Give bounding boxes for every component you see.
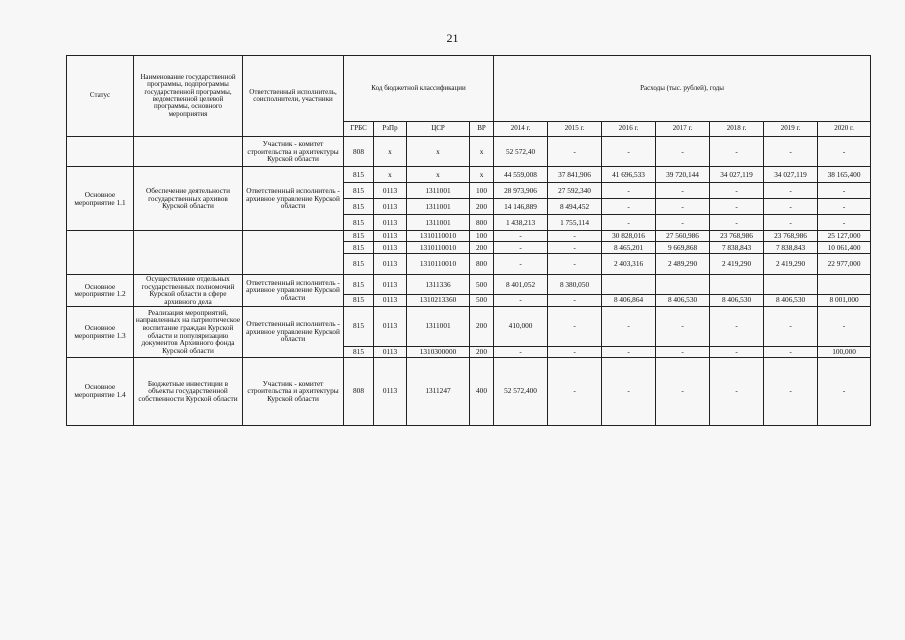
table-row xyxy=(67,137,871,167)
amount-cell: - xyxy=(656,357,710,425)
code-cell: 815 xyxy=(344,346,374,357)
code-cell: 1311336 xyxy=(407,275,470,295)
amount-cell: - xyxy=(548,254,602,275)
budget-table xyxy=(66,55,871,426)
amount-cell: 8 380,050 xyxy=(548,275,602,295)
code-cell: 0113 xyxy=(374,242,407,254)
code-cell: 0113 xyxy=(374,215,407,231)
amount-cell: 34 027,119 xyxy=(764,167,818,183)
amount-cell: - xyxy=(764,346,818,357)
amount-cell: - xyxy=(548,357,602,425)
code-cell: 815 xyxy=(344,275,374,295)
header-rzpr: РзПр xyxy=(374,122,407,137)
amount-cell: 52 572,400 xyxy=(494,357,548,425)
status-cell: Основное мероприятие 1.4 xyxy=(67,357,134,425)
amount-cell: 14 146,889 xyxy=(494,199,548,215)
amount-cell: - xyxy=(818,357,871,425)
amount-cell: 38 165,400 xyxy=(818,167,871,183)
code-cell: 815 xyxy=(344,295,374,307)
code-cell: 1311001 xyxy=(407,215,470,231)
code-cell: 815 xyxy=(344,254,374,275)
code-cell: 815 xyxy=(344,306,374,346)
code-cell: 0113 xyxy=(374,254,407,275)
code-cell: 800 xyxy=(470,215,494,231)
header-year: 2018 г. xyxy=(710,122,764,137)
amount-cell: - xyxy=(764,215,818,231)
status-cell: Основное мероприятие 1.1 xyxy=(67,167,134,231)
code-cell: 1310213360 xyxy=(407,295,470,307)
amount-cell: 8 001,000 xyxy=(818,295,871,307)
amount-cell: - xyxy=(710,199,764,215)
amount-cell: - xyxy=(818,183,871,199)
program-name-cell xyxy=(134,137,243,167)
code-cell: 0113 xyxy=(374,183,407,199)
amount-cell: 8 494,452 xyxy=(548,199,602,215)
table-row xyxy=(67,231,871,242)
code-cell: х xyxy=(374,167,407,183)
responsible-cell: Ответственный исполнитель - архивное управление Курской области xyxy=(243,306,344,357)
code-cell: х xyxy=(470,137,494,167)
header-status: Статус xyxy=(67,56,134,137)
code-cell: 0113 xyxy=(374,306,407,346)
amount-cell: - xyxy=(548,137,602,167)
code-cell: 200 xyxy=(470,346,494,357)
header-csr: ЦСР xyxy=(407,122,470,137)
code-cell: 1311247 xyxy=(407,357,470,425)
code-cell: 100 xyxy=(470,183,494,199)
amount-cell: 7 838,843 xyxy=(764,242,818,254)
amount-cell xyxy=(764,275,818,295)
code-cell: х xyxy=(407,167,470,183)
amount-cell: 2 489,290 xyxy=(656,254,710,275)
page-number: 21 xyxy=(446,31,459,45)
amount-cell: - xyxy=(494,254,548,275)
amount-cell: - xyxy=(656,306,710,346)
amount-cell: 1 755,114 xyxy=(548,215,602,231)
code-cell: 200 xyxy=(470,199,494,215)
amount-cell: 44 559,008 xyxy=(494,167,548,183)
amount-cell: - xyxy=(602,215,656,231)
status-cell: Основное мероприятие 1.3 xyxy=(67,306,134,357)
amount-cell: - xyxy=(494,231,548,242)
header-year: 2016 г. xyxy=(602,122,656,137)
header-vr: ВР xyxy=(470,122,494,137)
header-budget-code: Код бюджетной классификации xyxy=(344,56,494,122)
code-cell: 808 xyxy=(344,137,374,167)
code-cell: 0113 xyxy=(374,231,407,242)
table-row xyxy=(67,306,871,346)
amount-cell: 8 406,864 xyxy=(602,295,656,307)
amount-cell: 2 403,316 xyxy=(602,254,656,275)
amount-cell: - xyxy=(710,183,764,199)
amount-cell: - xyxy=(656,183,710,199)
code-cell: х xyxy=(374,137,407,167)
amount-cell: 27 592,340 xyxy=(548,183,602,199)
code-cell: 1310110010 xyxy=(407,254,470,275)
table-row xyxy=(67,167,871,183)
code-cell: 500 xyxy=(470,295,494,307)
amount-cell: 8 406,530 xyxy=(656,295,710,307)
header-year: 2015 г. xyxy=(548,122,602,137)
amount-cell: - xyxy=(710,137,764,167)
responsible-cell: Участник - комитет строительства и архитектуры Курской области xyxy=(243,357,344,425)
code-cell: 1311001 xyxy=(407,199,470,215)
code-cell: 0113 xyxy=(374,275,407,295)
amount-cell: 22 977,000 xyxy=(818,254,871,275)
amount-cell: 7 838,843 xyxy=(710,242,764,254)
code-cell: 1311001 xyxy=(407,306,470,346)
amount-cell: 28 973,906 xyxy=(494,183,548,199)
header-program-name: Наименование государственной программы, подпрограммы государственной программы, ведомственной целевой программы, основного мероприятия xyxy=(134,56,243,137)
code-cell: х xyxy=(407,137,470,167)
amount-cell: - xyxy=(764,199,818,215)
code-cell: 815 xyxy=(344,215,374,231)
amount-cell: - xyxy=(656,199,710,215)
responsible-cell: Ответственный исполнитель - архивное управление Курской области xyxy=(243,275,344,307)
program-name-cell: Реализация мероприятий, направленных на патриотическое воспитание граждан Курской области и популяризацию документов Архивного фонда Курской области xyxy=(134,306,243,357)
responsible-cell: Участник - комитет строительства и архитектуры Курской области xyxy=(243,137,344,167)
amount-cell: 9 669,868 xyxy=(656,242,710,254)
amount-cell: 8 401,052 xyxy=(494,275,548,295)
program-name-cell: Обеспечение деятельности государственных архивов Курской области xyxy=(134,167,243,231)
amount-cell: - xyxy=(602,346,656,357)
amount-cell: - xyxy=(764,137,818,167)
amount-cell: 8 465,201 xyxy=(602,242,656,254)
code-cell: 400 xyxy=(470,357,494,425)
amount-cell: 8 406,530 xyxy=(764,295,818,307)
amount-cell: - xyxy=(494,346,548,357)
responsible-cell: Ответственный исполнитель - архивное управление Курской области xyxy=(243,167,344,231)
amount-cell: - xyxy=(602,306,656,346)
amount-cell: 27 560,986 xyxy=(656,231,710,242)
amount-cell: - xyxy=(764,183,818,199)
code-cell: 1311001 xyxy=(407,183,470,199)
amount-cell: 37 841,906 xyxy=(548,167,602,183)
amount-cell xyxy=(602,275,656,295)
amount-cell: 52 572,40 xyxy=(494,137,548,167)
header-year: 2019 г. xyxy=(764,122,818,137)
amount-cell xyxy=(656,275,710,295)
code-cell: 815 xyxy=(344,183,374,199)
header-grbs: ГРБС xyxy=(344,122,374,137)
amount-cell: 10 061,400 xyxy=(818,242,871,254)
header-expenses: Расходы (тыс. рублей), годы xyxy=(494,56,871,122)
program-name-cell: Осуществление отдельных государственных полномочий Курской области в сфере архивного дела xyxy=(134,275,243,307)
amount-cell: 100,000 xyxy=(818,346,871,357)
amount-cell: - xyxy=(764,357,818,425)
amount-cell: - xyxy=(548,306,602,346)
amount-cell: - xyxy=(656,137,710,167)
amount-cell: - xyxy=(656,346,710,357)
amount-cell: - xyxy=(818,306,871,346)
code-cell: 1310110010 xyxy=(407,242,470,254)
code-cell: 1310300000 xyxy=(407,346,470,357)
amount-cell: 39 720,144 xyxy=(656,167,710,183)
amount-cell: 8 406,530 xyxy=(710,295,764,307)
code-cell: 0113 xyxy=(374,346,407,357)
amount-cell: 23 768,986 xyxy=(764,231,818,242)
amount-cell: - xyxy=(818,215,871,231)
amount-cell: - xyxy=(818,137,871,167)
program-name-cell: Бюджетные инвестиции в объекты государственной собственности Курской области xyxy=(134,357,243,425)
amount-cell: - xyxy=(548,242,602,254)
status-cell: Основное мероприятие 1.2 xyxy=(67,275,134,307)
amount-cell xyxy=(818,275,871,295)
status-cell xyxy=(67,231,134,275)
amount-cell: - xyxy=(818,199,871,215)
amount-cell: - xyxy=(602,199,656,215)
amount-cell: - xyxy=(710,215,764,231)
amount-cell: - xyxy=(602,137,656,167)
code-cell: 1310110010 xyxy=(407,231,470,242)
code-cell: 0113 xyxy=(374,199,407,215)
amount-cell: - xyxy=(602,357,656,425)
amount-cell: 34 027,119 xyxy=(710,167,764,183)
status-cell xyxy=(67,137,134,167)
amount-cell: - xyxy=(710,346,764,357)
code-cell: 200 xyxy=(470,242,494,254)
header-responsible: Ответственный исполнитель, соисполнители, участники xyxy=(243,56,344,137)
table-row xyxy=(67,275,871,295)
code-cell: 500 xyxy=(470,275,494,295)
amount-cell: 2 419,290 xyxy=(764,254,818,275)
amount-cell: - xyxy=(710,306,764,346)
amount-cell xyxy=(710,275,764,295)
amount-cell: - xyxy=(710,357,764,425)
code-cell: х xyxy=(470,167,494,183)
code-cell: 815 xyxy=(344,167,374,183)
code-cell: 815 xyxy=(344,242,374,254)
amount-cell: - xyxy=(548,295,602,307)
header-year: 2014 г. xyxy=(494,122,548,137)
amount-cell: - xyxy=(656,215,710,231)
amount-cell: 30 828,016 xyxy=(602,231,656,242)
amount-cell: - xyxy=(494,242,548,254)
code-cell: 200 xyxy=(470,306,494,346)
code-cell: 100 xyxy=(470,231,494,242)
amount-cell: 2 419,290 xyxy=(710,254,764,275)
code-cell: 0113 xyxy=(374,295,407,307)
amount-cell: 41 696,533 xyxy=(602,167,656,183)
amount-cell: 1 438,213 xyxy=(494,215,548,231)
amount-cell: 410,000 xyxy=(494,306,548,346)
amount-cell: 23 768,986 xyxy=(710,231,764,242)
header-year: 2020 г. xyxy=(818,122,871,137)
code-cell: 800 xyxy=(470,254,494,275)
table-row xyxy=(67,357,871,425)
code-cell: 815 xyxy=(344,199,374,215)
program-name-cell xyxy=(134,231,243,275)
code-cell: 815 xyxy=(344,231,374,242)
header-year: 2017 г. xyxy=(656,122,710,137)
code-cell: 808 xyxy=(344,357,374,425)
amount-cell: - xyxy=(548,231,602,242)
amount-cell: - xyxy=(602,183,656,199)
table-row xyxy=(67,56,871,122)
amount-cell: - xyxy=(548,346,602,357)
responsible-cell xyxy=(243,231,344,275)
amount-cell: 25 127,000 xyxy=(818,231,871,242)
code-cell: 0113 xyxy=(374,357,407,425)
amount-cell: - xyxy=(764,306,818,346)
amount-cell: - xyxy=(494,295,548,307)
